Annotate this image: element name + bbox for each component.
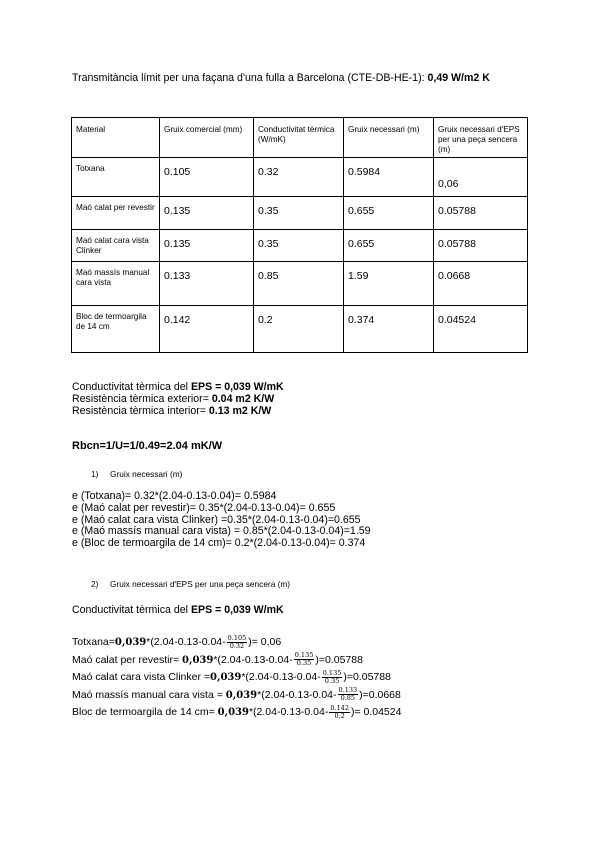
thermal-properties bbox=[72, 382, 284, 417]
table-row bbox=[72, 197, 528, 230]
value-cell: 0.32 bbox=[254, 158, 344, 197]
fraction-numerator: 0.105 bbox=[227, 633, 247, 642]
fraction-denominator: 0.2 bbox=[334, 711, 345, 720]
section2-heading bbox=[91, 579, 290, 589]
section1-heading bbox=[91, 469, 182, 479]
section2-conductivity bbox=[72, 604, 284, 616]
eq-result: )=0.05788 bbox=[315, 653, 363, 666]
value-cell: 0.2 bbox=[254, 306, 344, 353]
value-cell: 0.374 bbox=[344, 306, 434, 353]
fraction-numerator: 0.135 bbox=[322, 668, 342, 677]
eq-label: Maó massís manual cara vista = bbox=[72, 688, 226, 701]
fraction bbox=[322, 670, 343, 685]
section-title: Gruix necessari d'EPS per una peça sencera (m) bbox=[110, 579, 291, 589]
eq-expression: *(2.04-0.13-0.04- bbox=[248, 706, 329, 718]
value-cell: 0.05788 bbox=[434, 197, 528, 230]
eq-label: Maó calat cara vista Clinker = bbox=[72, 671, 211, 683]
table-row bbox=[72, 158, 528, 197]
section-title: Gruix necessari (m) bbox=[110, 469, 183, 479]
material-cell: Totxana bbox=[72, 158, 160, 197]
equation-line: e (Maó massís manual cara vista) = 0.85*(2.04-0.13-0.04)=1.59 bbox=[72, 525, 371, 538]
fraction bbox=[338, 687, 359, 702]
value-cell: 0.35 bbox=[254, 230, 344, 262]
value: EPS = 0,039 W/mK bbox=[190, 604, 284, 616]
value-cell: 0.35 bbox=[254, 197, 344, 230]
title-text: Transmitància límit per una façana d'una fulla a Barcelona (CTE-DB-HE-1): bbox=[72, 72, 428, 84]
int-resistance-line bbox=[72, 406, 284, 418]
value-cell: 0.142 bbox=[160, 306, 254, 353]
fraction-denominator: 0.32 bbox=[229, 641, 245, 650]
fraction-denominator: 0.35 bbox=[324, 676, 340, 685]
value-cell: 0.105 bbox=[160, 158, 254, 197]
value: 0.04 m2 K/W bbox=[211, 392, 275, 405]
fraction-numerator: 0.135 bbox=[294, 651, 314, 660]
eq-coefficient: 0,039 bbox=[210, 672, 242, 683]
label: Conductivitat tèrmica del bbox=[72, 604, 191, 616]
equation-line: e (Totxana)= 0.32*(2.04-0.13-0.04)= 0.5984 bbox=[72, 490, 277, 502]
value-cell: 0.655 bbox=[344, 230, 434, 262]
eq-label: Totxana= bbox=[72, 636, 115, 648]
table-header-row bbox=[72, 118, 528, 158]
label: Resistència tèrmica interior= bbox=[72, 404, 209, 417]
material-cell: Bloc de termoargila de 14 cm bbox=[72, 306, 160, 353]
fraction-numerator: 0.142 bbox=[330, 703, 349, 712]
eq-coefficient: 0,039 bbox=[114, 637, 147, 648]
fraction-denominator: 0.85 bbox=[340, 694, 356, 703]
fraction bbox=[329, 705, 350, 720]
eq-result: )=0.0668 bbox=[359, 688, 401, 701]
header-cell: Gruix necessari (m) bbox=[344, 118, 434, 158]
fraction bbox=[227, 635, 248, 650]
value-cell: 0.0668 bbox=[434, 262, 528, 306]
equation-line: e (Maó calat cara vista Clinker) =0.35*(2.04-0.13-0.04)=0.655 bbox=[72, 513, 361, 526]
eq-expression: *(2.04-0.13-0.04- bbox=[146, 636, 226, 648]
section-number: 1) bbox=[91, 469, 99, 479]
eq-result: )=0.05788 bbox=[343, 671, 391, 683]
eq-expression: *(2.04-0.13-0.04- bbox=[241, 671, 321, 683]
section1-equations bbox=[72, 491, 371, 550]
eps-equation-line bbox=[72, 704, 401, 722]
eq-label: Maó calat per revestir= bbox=[72, 653, 183, 666]
value-cell: 0.135 bbox=[160, 197, 254, 230]
eps-equation-line bbox=[72, 669, 401, 687]
fraction-numerator: 0.133 bbox=[338, 686, 358, 695]
fraction-denominator: 0.35 bbox=[296, 659, 312, 668]
eq-result: )= 0,06 bbox=[248, 636, 282, 648]
section2-equations bbox=[72, 634, 401, 722]
value-cell: 0.5984 bbox=[344, 158, 434, 197]
eq-expression: *(2.04-0.13-0.04- bbox=[257, 688, 337, 701]
equation-line: e (Maó calat per revestir)= 0.35*(2.04-0.13-0.04)= 0.655 bbox=[72, 501, 336, 514]
header-cell: Gruix necessari d'EPS per una peça sencera (m) bbox=[434, 118, 528, 158]
eq-expression: *(2.04-0.13-0.04- bbox=[213, 653, 293, 666]
eq-coefficient: 0,039 bbox=[217, 707, 249, 718]
page-title bbox=[72, 72, 490, 84]
header-cell: Conductivitat tèrmica (W/mK) bbox=[254, 118, 344, 158]
table-row bbox=[72, 306, 528, 353]
material-cell: Maó massís manual cara vista bbox=[72, 262, 160, 306]
eq-coefficient: 0,039 bbox=[182, 654, 214, 666]
equation-line: e (Bloc de termoargila de 14 cm)= 0.2*(2.04-0.13-0.04)= 0.374 bbox=[72, 537, 366, 550]
value: EPS = 0,039 W/mK bbox=[190, 381, 284, 393]
value-cell: 0,06 bbox=[434, 158, 528, 197]
rbcn-line: Rbcn=1/U=1/0.49=2.04 mK/W bbox=[72, 440, 223, 452]
eq-result: )= 0.04524 bbox=[350, 706, 402, 718]
eps-equation-line bbox=[72, 634, 401, 652]
material-cell: Maó calat cara vista Clinker bbox=[72, 230, 160, 262]
value-cell: 0.133 bbox=[160, 262, 254, 306]
material-cell: Maó calat per revestir bbox=[72, 197, 160, 230]
label: Resistència tèrmica exterior= bbox=[72, 392, 212, 405]
section-number: 2) bbox=[91, 579, 99, 589]
title-value: 0,49 W/m2 K bbox=[427, 72, 490, 84]
eps-equation-line bbox=[72, 652, 401, 670]
value-cell: 1.59 bbox=[344, 262, 434, 306]
eps-equation-line bbox=[72, 687, 401, 705]
fraction bbox=[294, 652, 315, 667]
label: Conductivitat tèrmica del bbox=[72, 381, 191, 393]
value-cell: 0.135 bbox=[160, 230, 254, 262]
value-cell: 0.655 bbox=[344, 197, 434, 230]
table-row bbox=[72, 230, 528, 262]
value: 0.13 m2 K/W bbox=[208, 404, 272, 417]
materials-table bbox=[71, 117, 528, 353]
header-cell: Gruix comercial (mm) bbox=[160, 118, 254, 158]
value-cell: 0.04524 bbox=[434, 306, 528, 353]
table-row bbox=[72, 262, 528, 306]
eq-coefficient: 0,039 bbox=[225, 689, 258, 701]
value-cell: 0.85 bbox=[254, 262, 344, 306]
eq-label: Bloc de termoargila de 14 cm= bbox=[72, 706, 218, 718]
header-cell: Material bbox=[72, 118, 160, 158]
value-cell: 0.05788 bbox=[434, 230, 528, 262]
